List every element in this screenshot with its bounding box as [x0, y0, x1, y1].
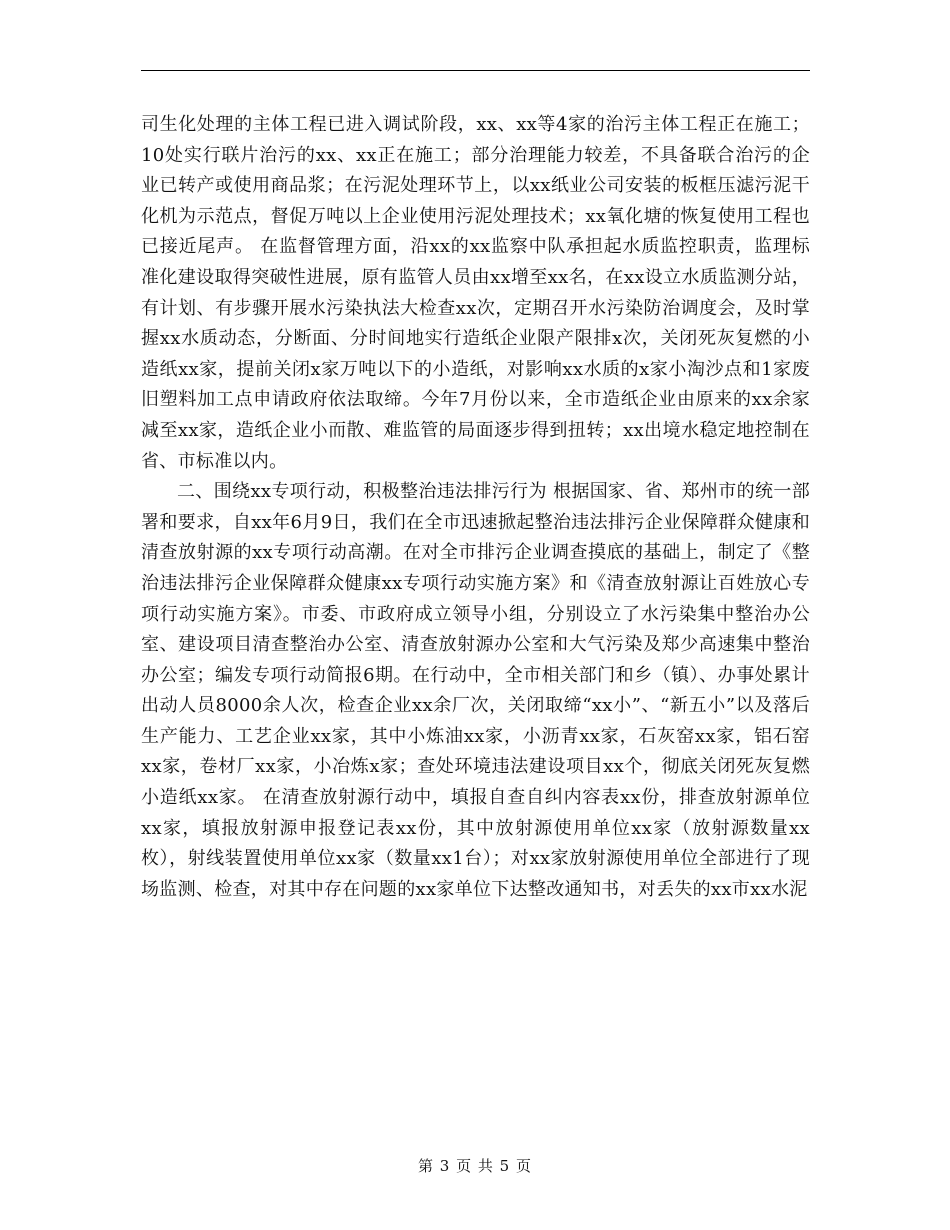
body-paragraph-2: 二、围绕xx专项行动，积极整治违法排污行为 根据国家、省、郑州市的统一部署和要求，自xx年6月9日，我们在全市迅速掀起整治违法排污企业保障群众健康和清查放射源的xx专项行动高潮。在对全市排污企业调查摸底的基础上，制定了《整治违法排污企业保障群众健康xx专项行动实施方案》和《清查放射源让百姓放心专项行动实施方案》。市委、市政府成立领导小组，分别设立了水污染集中整治办公室、建设项目清查整治办公室、清查放射源办公室和大气污染及郑少高速集中整治办公室；编发专项行动简报6期。在行动中，全市相关部门和乡（镇）、办事处累计出动人员8000余人次，检查企业xx余厂次，关闭取缔“xx小”、“新五小”以及落后生产能力、工艺企业xx家，其中小炼油xx家，小沥青xx家，石灰窑xx家，铝石窑xx家，卷材厂xx家，小冶炼x家；查处环境违法建设项目xx个，彻底关闭死灰复燃小造纸xx家。 在清查放射源行动中，填报自查自纠内容表xx份，排查放射源单位xx家，填报放射源申报登记表xx份，其中放射源使用单位xx家（放射源数量xx枚），射线装置使用单位xx家（数量xx1台）；对xx家放射源使用单位全部进行了现场监测、检查，对其中存在问题的xx家单位下达整改通知书，对丢失的xx市xx水泥 — [141, 481, 810, 900]
header-rule — [141, 70, 810, 71]
document-body — [141, 110, 810, 905]
page-number: 第 3 页 共 5 页 — [418, 1157, 532, 1175]
body-paragraph-1: 司生化处理的主体工程已进入调试阶段，xx、xx等4家的治污主体工程正在施工；10处实行联片治污的xx、xx正在施工；部分治理能力较差，不具备联合治污的企业已转产或使用商品浆；在污泥处理环节上，以xx纸业公司安装的板框压滤污泥干化机为示范点，督促万吨以上企业使用污泥处理技术；xx氧化塘的恢复使用工程也已接近尾声。 在监督管理方面，沿xx的xx监察中队承担起水质监控职责，监理标准化建设取得突破性进展，原有监管人员由xx增至xx名，在xx设立水质监测分站，有计划、有步骤开展水污染执法大检查xx次，定期召开水污染防治调度会，及时掌握xx水质动态，分断面、分时间地实行造纸企业限产限排x次，关闭死灰复燃的小造纸xx家，提前关闭x家万吨以下的小造纸，对影响xx水质的x家小淘沙点和1家废旧塑料加工点申请政府依法取缔。今年7月份以来，全市造纸企业由原来的xx余家减至xx家，造纸企业小而散、难监管的局面逐步得到扭转；xx出境水稳定地控制在省、市标准以内。 — [141, 114, 810, 472]
